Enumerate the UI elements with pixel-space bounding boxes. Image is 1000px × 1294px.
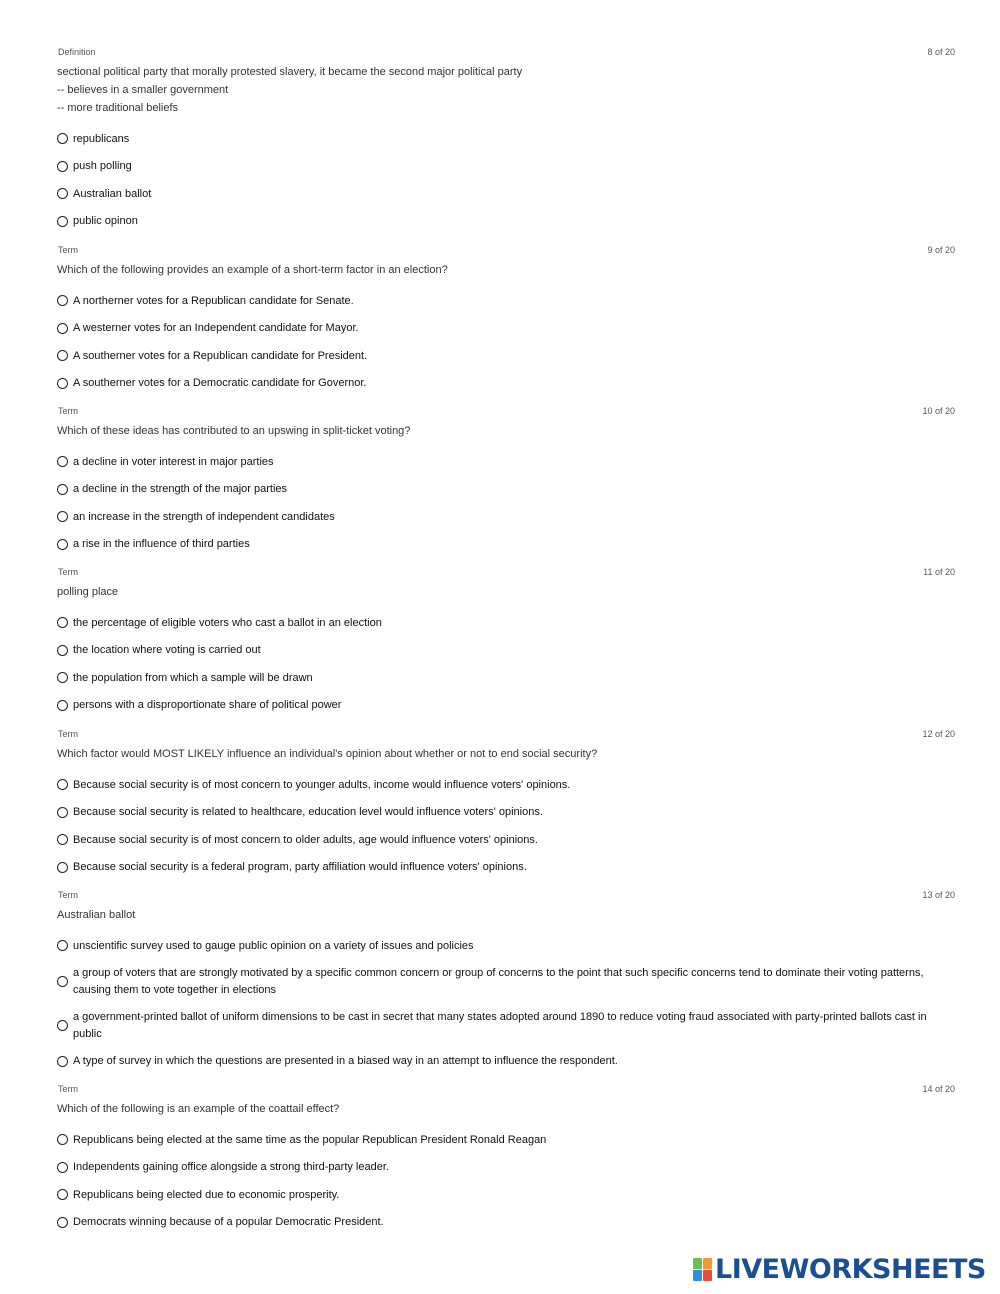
answer-option[interactable] <box>57 370 955 398</box>
answer-option[interactable] <box>57 637 955 665</box>
question-kind: Term <box>58 1084 78 1094</box>
answer-option[interactable] <box>57 771 955 799</box>
logo-block <box>693 1270 702 1281</box>
radio-button[interactable] <box>57 295 68 306</box>
radio-button[interactable] <box>57 834 68 845</box>
question-11 <box>57 567 955 719</box>
answer-option-label: Because social security is of most concern to older adults, age would influence voters' opinions. <box>73 833 538 846</box>
answer-option[interactable] <box>57 799 955 827</box>
radio-button[interactable] <box>57 1189 68 1200</box>
question-counter: 14 of 20 <box>922 1084 955 1094</box>
answer-option-label: Because social security is related to healthcare, education level would influence voters' opinions. <box>73 806 543 818</box>
question-kind: Term <box>58 729 78 739</box>
answer-option-label: the population from which a sample will be drawn <box>73 671 313 684</box>
answer-option[interactable] <box>57 1126 955 1154</box>
answer-option-label: a government-printed ballot of uniform dimensions to be cast in secret that many states adopted around 1890 to reduce voting fraud associated with party-printed ballots cast in public <box>73 1011 927 1040</box>
answer-option-label: A southerner votes for a Democratic candidate for Governor. <box>73 377 367 389</box>
answer-option-label: Independents gaining office alongside a strong third-party leader. <box>73 1161 389 1173</box>
answer-option-label: the location where voting is carried out <box>73 644 261 656</box>
answer-option-label: Australian ballot <box>73 187 152 200</box>
answer-option[interactable] <box>57 315 955 343</box>
answer-option-label: a decline in the strength of the major parties <box>73 483 288 495</box>
question-prompt: polling place <box>57 586 119 598</box>
answer-option[interactable] <box>57 1048 955 1076</box>
answer-option-label: persons with a disproportionate share of political power <box>73 699 342 711</box>
answer-option[interactable] <box>57 287 955 315</box>
answer-option-label: A northerner votes for a Republican candidate for Senate. <box>73 294 354 307</box>
question-prompt: Which of the following is an example of the coattail effect? <box>57 1103 340 1115</box>
question-14 <box>57 1084 955 1236</box>
answer-option[interactable] <box>57 1004 955 1048</box>
radio-button[interactable] <box>57 456 68 467</box>
radio-button[interactable] <box>57 216 68 227</box>
radio-button[interactable] <box>57 976 68 987</box>
logo-blocks-icon <box>693 1258 712 1281</box>
answer-option[interactable] <box>57 609 955 637</box>
answer-option-label: a group of voters that are strongly motivated by a specific common concern or group of concerns to the point that such specific concerns tend to dominate their voting patterns, causing them to vote together in elections <box>73 967 924 996</box>
answer-option[interactable] <box>57 503 955 531</box>
question-12 <box>57 729 955 881</box>
answer-option[interactable] <box>57 153 955 181</box>
answer-option-label: A westerner votes for an Independent candidate for Mayor. <box>73 322 359 334</box>
radio-button[interactable] <box>57 940 68 951</box>
answer-option[interactable] <box>57 692 955 720</box>
question-counter: 12 of 20 <box>922 729 955 739</box>
radio-button[interactable] <box>57 161 68 172</box>
answer-option-label: the percentage of eligible voters who cast a ballot in an election <box>73 616 382 629</box>
question-prompt: Which of the following provides an example of a short-term factor in an election? <box>57 264 448 276</box>
logo-block <box>703 1258 712 1269</box>
question-13 <box>57 890 955 1075</box>
answer-option-label: republicans <box>73 132 130 145</box>
question-kind: Term <box>58 406 78 416</box>
radio-button[interactable] <box>57 188 68 199</box>
question-counter: 10 of 20 <box>922 406 955 416</box>
answer-option[interactable] <box>57 932 955 960</box>
radio-button[interactable] <box>57 1020 68 1031</box>
answer-option-label: an increase in the strength of independent candidates <box>73 510 335 523</box>
radio-button[interactable] <box>57 1162 68 1173</box>
answer-option[interactable] <box>57 125 955 153</box>
answer-option-label: unscientific survey used to gauge public opinion on a variety of issues and policies <box>73 939 474 952</box>
radio-button[interactable] <box>57 779 68 790</box>
answer-option-label: public opinon <box>73 215 138 227</box>
answer-option-label: Republicans being elected at the same time as the popular Republican President Ronald Reagan <box>73 1133 547 1146</box>
radio-button[interactable] <box>57 700 68 711</box>
radio-button[interactable] <box>57 1056 68 1067</box>
answer-option[interactable] <box>57 664 955 692</box>
radio-button[interactable] <box>57 807 68 818</box>
question-9 <box>57 245 955 397</box>
logo-block <box>693 1258 702 1269</box>
question-counter: 11 of 20 <box>923 567 955 577</box>
question-counter: 13 of 20 <box>922 890 955 900</box>
answer-option-label: A southerner votes for a Republican candidate for President. <box>73 349 368 362</box>
answer-option-label: A type of survey in which the questions are presented in a biased way in an attempt to influence the respondent. <box>73 1055 618 1067</box>
radio-button[interactable] <box>57 672 68 683</box>
answer-option-label: a rise in the influence of third parties <box>73 538 250 550</box>
answer-option[interactable] <box>57 826 955 854</box>
answer-option[interactable] <box>57 476 955 504</box>
answer-option-label: Democrats winning because of a popular Democratic President. <box>73 1216 384 1228</box>
question-8 <box>57 47 955 235</box>
question-kind: Term <box>58 567 78 577</box>
question-counter: 9 of 20 <box>927 245 955 255</box>
radio-button[interactable] <box>57 378 68 389</box>
answer-option[interactable] <box>57 180 955 208</box>
answer-option[interactable] <box>57 960 955 1004</box>
answer-option[interactable] <box>57 1209 955 1237</box>
answer-option-label: a decline in voter interest in major parties <box>73 455 274 468</box>
question-prompt: Which factor would MOST LIKELY influence an individual's opinion about whether or not to end social security? <box>57 748 598 760</box>
radio-button[interactable] <box>57 511 68 522</box>
radio-button[interactable] <box>57 1134 68 1145</box>
radio-button[interactable] <box>57 350 68 361</box>
question-prompt: Which of these ideas has contributed to an upswing in split-ticket voting? <box>57 425 411 437</box>
question-prompt: sectional political party that morally protested slavery, it became the second major political party -- believes in a smaller government -- more traditional beliefs <box>57 66 523 114</box>
answer-option-label: Because social security is of most concern to younger adults, income would influence voters' opinions. <box>73 778 571 791</box>
question-10 <box>57 406 955 558</box>
logo-block <box>703 1270 712 1281</box>
radio-button[interactable] <box>57 1217 68 1228</box>
question-kind: Term <box>58 890 78 900</box>
answer-option[interactable] <box>57 1154 955 1182</box>
radio-button[interactable] <box>57 484 68 495</box>
question-kind: Definition <box>58 47 96 57</box>
answer-option[interactable] <box>57 342 955 370</box>
answer-option-label: push polling <box>73 160 132 172</box>
answer-option[interactable] <box>57 531 955 559</box>
answer-option[interactable] <box>57 208 955 236</box>
answer-option-label: Republicans being elected due to economic prosperity. <box>73 1188 340 1201</box>
answer-option[interactable] <box>57 448 955 476</box>
liveworksheets-logo <box>693 1254 986 1284</box>
radio-button[interactable] <box>57 133 68 144</box>
answer-option[interactable] <box>57 1181 955 1209</box>
answer-option[interactable] <box>57 854 955 882</box>
question-kind: Term <box>58 245 78 255</box>
question-counter: 8 of 20 <box>927 47 955 57</box>
radio-button[interactable] <box>57 862 68 873</box>
radio-button[interactable] <box>57 539 68 550</box>
question-prompt: Australian ballot <box>57 909 136 921</box>
radio-button[interactable] <box>57 645 68 656</box>
radio-button[interactable] <box>57 617 68 628</box>
logo-text: LIVEWORKSHEETS <box>715 1253 986 1285</box>
radio-button[interactable] <box>57 323 68 334</box>
answer-option-label: Because social security is a federal program, party affiliation would influence voters' opinions. <box>73 861 527 873</box>
